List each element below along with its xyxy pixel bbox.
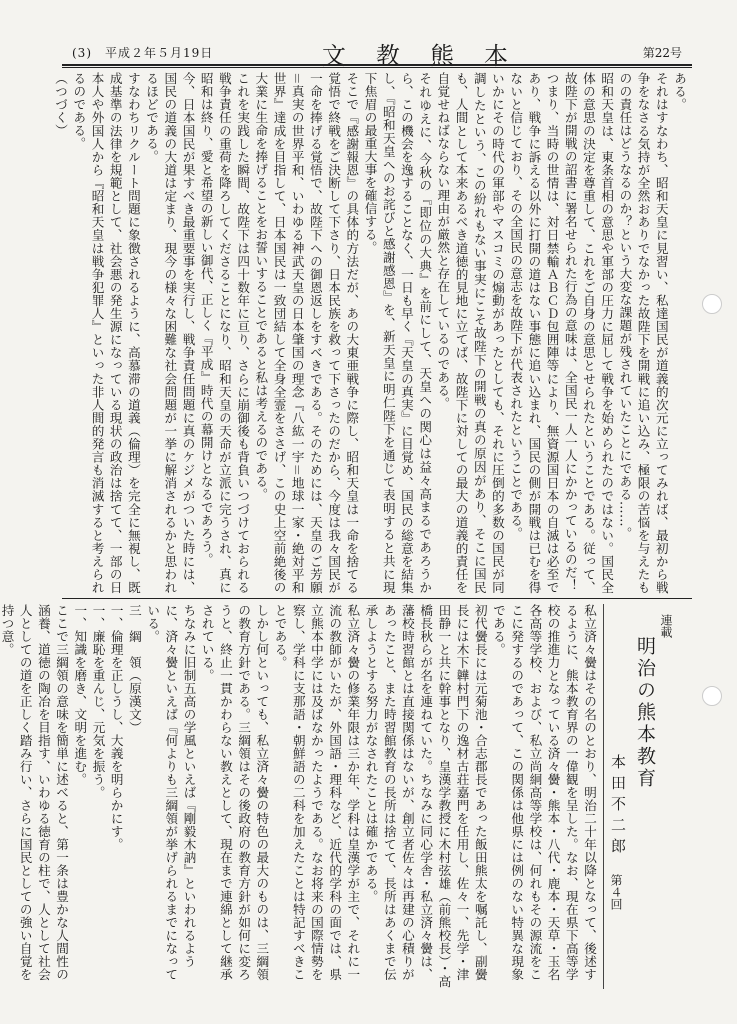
- serial-article: [0, 604, 692, 989]
- header-rule-thin: [62, 67, 692, 68]
- issue-number: 第22号: [642, 46, 682, 60]
- binder-hole-icon: [702, 294, 722, 314]
- serial-author: 本田不二郎: [609, 754, 627, 859]
- section-divider: [62, 598, 692, 599]
- serial-number: 第４回: [609, 874, 623, 910]
- header-rule: [62, 64, 692, 66]
- binder-hole-icon: [702, 686, 722, 706]
- newspaper-title: 文教熊本: [322, 42, 538, 70]
- top-article-body: ある。 それはすなわち、昭和天皇に見習い、私達国民が道義的次元に立ってみれば、最初から戦争をなさる気持が全然おありでなかった故陛下を開戦に追い込み、極限の苦悩を与えたものの責任はどうなるのか？という大変な課題が残されていたことにである……。 昭和天皇は、東条首相の意思や軍部の圧力に屈して戦争を始められたのではない。国民全体の意思の決定を尊重して、これをご自身の意思とせられたということである。従って、故陛下が開戦の詔書に署名せられた行為の意味は、全国民一人一人にかかっているのだ！ つまり、当時の世情は、対日禁輸ＡＢＣＤ包囲陣等により、無資源国日本の自滅は必至であり、戦争に訴える以外に打開の道はない事態に追い込まれ、国民の側が開戦は已むを得ないと信じており、その全国民の意志を故陛下が代表されたということである。 いかにその時代の軍部やマスコミの煽動があったとしても、それに圧倒的多数の国民が同調したという、この紛れもない事実にこそ故陛下の開戦の真の原因があり、そこに国民も、人間として本来あるべき道徳的見地に立てば、故陛下に対しての最大の道義的責任を自覚せねばならない理由が厳然と存在しているのである。 それゆえに、今秋の『即位の大典』を前にして、天皇への関心は益々高まるであろうから、この機会を逸することなく、一日も早く『天皇の真実』に目覚め、国民の総意を結集し、『昭和天皇へのお詫びと感謝感恩』を、新天皇に明仁陛下を通じて表明すると共に現下焦眉の最重大事を確信する。 そこで『感謝報恩』の具体的方法だが、あの大東亜戦争に際し、昭和天皇は一命を捨てる覚悟で終戦をご決断して下さり、日本民族を救って下さったのだから、今度は我々国民が一命を捧げる覚悟で、故陛下への御恩返しをすべきである。そのためには、天皇のご芳願＝真実の世界平和、いわゆる神武天皇の日本肇国の理念『八紘一宇＝地球一家・絶対平和世界』達成を目指して、日本国民は一致団結して全身全霊をささげ、この史上空前絶後の大業に生命を捧げることをお誓いすることであると私は考えるのである。 これを実践した瞬間、故陛下は四十数年に亘り、さらに崩御後も背負いつづけておられる戦争責任の重荷を降ろしてくださることになり、昭和天皇の天命が立派に完うされ、真に昭和は終り、愛と希望の新しい御代、正しく『平成』時代の幕開けとなるであろう。 今、日本国民が果すべき最重要事を実行し、戦争責任問題に真のケジメがついた時には、国民の道義の大道は定まり、現今の様々な困難な社会問題が一挙に解消されるかと思われるほどである。 すなわちリクルート問題に象徴されるように、高慕滞の道義（倫理）を完全に無視し、既成基準の法律を規範として、社会悪の発生源になっている現状の政治は捨てて、一部の日本人や外国人から『昭和天皇は戦争犯罪人』といった非人間的発言も消滅すると考えられるのである。 （つづく）: [53, 72, 687, 594]
- page-header: [62, 36, 692, 70]
- serial-article-body: 私立済々黌はその名のとおり、明治二十年以降となって、後述するように、熊本教育界の一偉観を呈した。なお、現在県下高等学校の推進力となっている済々黌・熊本・八代・鹿本・天草・玉名各高等学校、および、私立尚絅高等学校は、何れもその源流をここに発するのであって、この関係は他県には例のない特異な現象である。 初代黌長には元菊池・合志郡長であった飯田熊太を嘱託し、副黌長には木下韡村門下の逸材古荘嘉門を任用し、佐々一、先学・津田静一と共に幹事となり、皇漢学教授に木村弦雄（前熊校長）・高橋長秋らが名を連ねていた。ちなみに同心学舎・私立済々黌は、藩校時習館とは直接関係はないが、創立者佐々は再建の心積りがあったこと、また時習館教育の長所は捨てて、長所はあくまで伝承しようとする努力がなされたことは確かである。 私立済々黌の修業年限は三か年、学科は皇漢学が主で、それに一流の教師がいたが、外国語・理科など、近代的学科の面では、県立熊本中学には及ばなかったようである。なお将来の国際情勢を察し、学科に支那語・朝鮮語の二科を加えたことは特記すべきことである。 しかし何といっても、私立済々黌の特色の最大のものは、三綱領の教育方針である。三綱領はその後政府の教育方針が如何に変ろうと、終止一貫かわらない教えとして、現在まで連綿として継承されている。 ちなみに旧制五高の学風といえば『剛毅木訥』といわれるように、済々黌といえば『何よりも三綱領が挙げられるまでになっている。 三 綱 領（原漢文） 一、倫理を正しうし、大義を明らかにす。 一、廉恥を重んじ、元気を振う。 一、知識を磨き、文明を進む。 ここで三綱領の意味を簡単に述べると、第一条は豊かな人間性の涵養、道徳の陶冶を目指す、いわゆる徳育の柱で、人として社会人としての道を正しく踏み行い、さらに国民としての強い自覚を持つ意。: [0, 604, 597, 988]
- serial-title: 明治の熊本教育: [634, 636, 656, 790]
- serial-heading-box: [603, 604, 692, 989]
- serial-label: 連載: [659, 614, 673, 638]
- top-article: [53, 72, 692, 594]
- issue-date: (3) 平成２年５月19日: [72, 46, 214, 60]
